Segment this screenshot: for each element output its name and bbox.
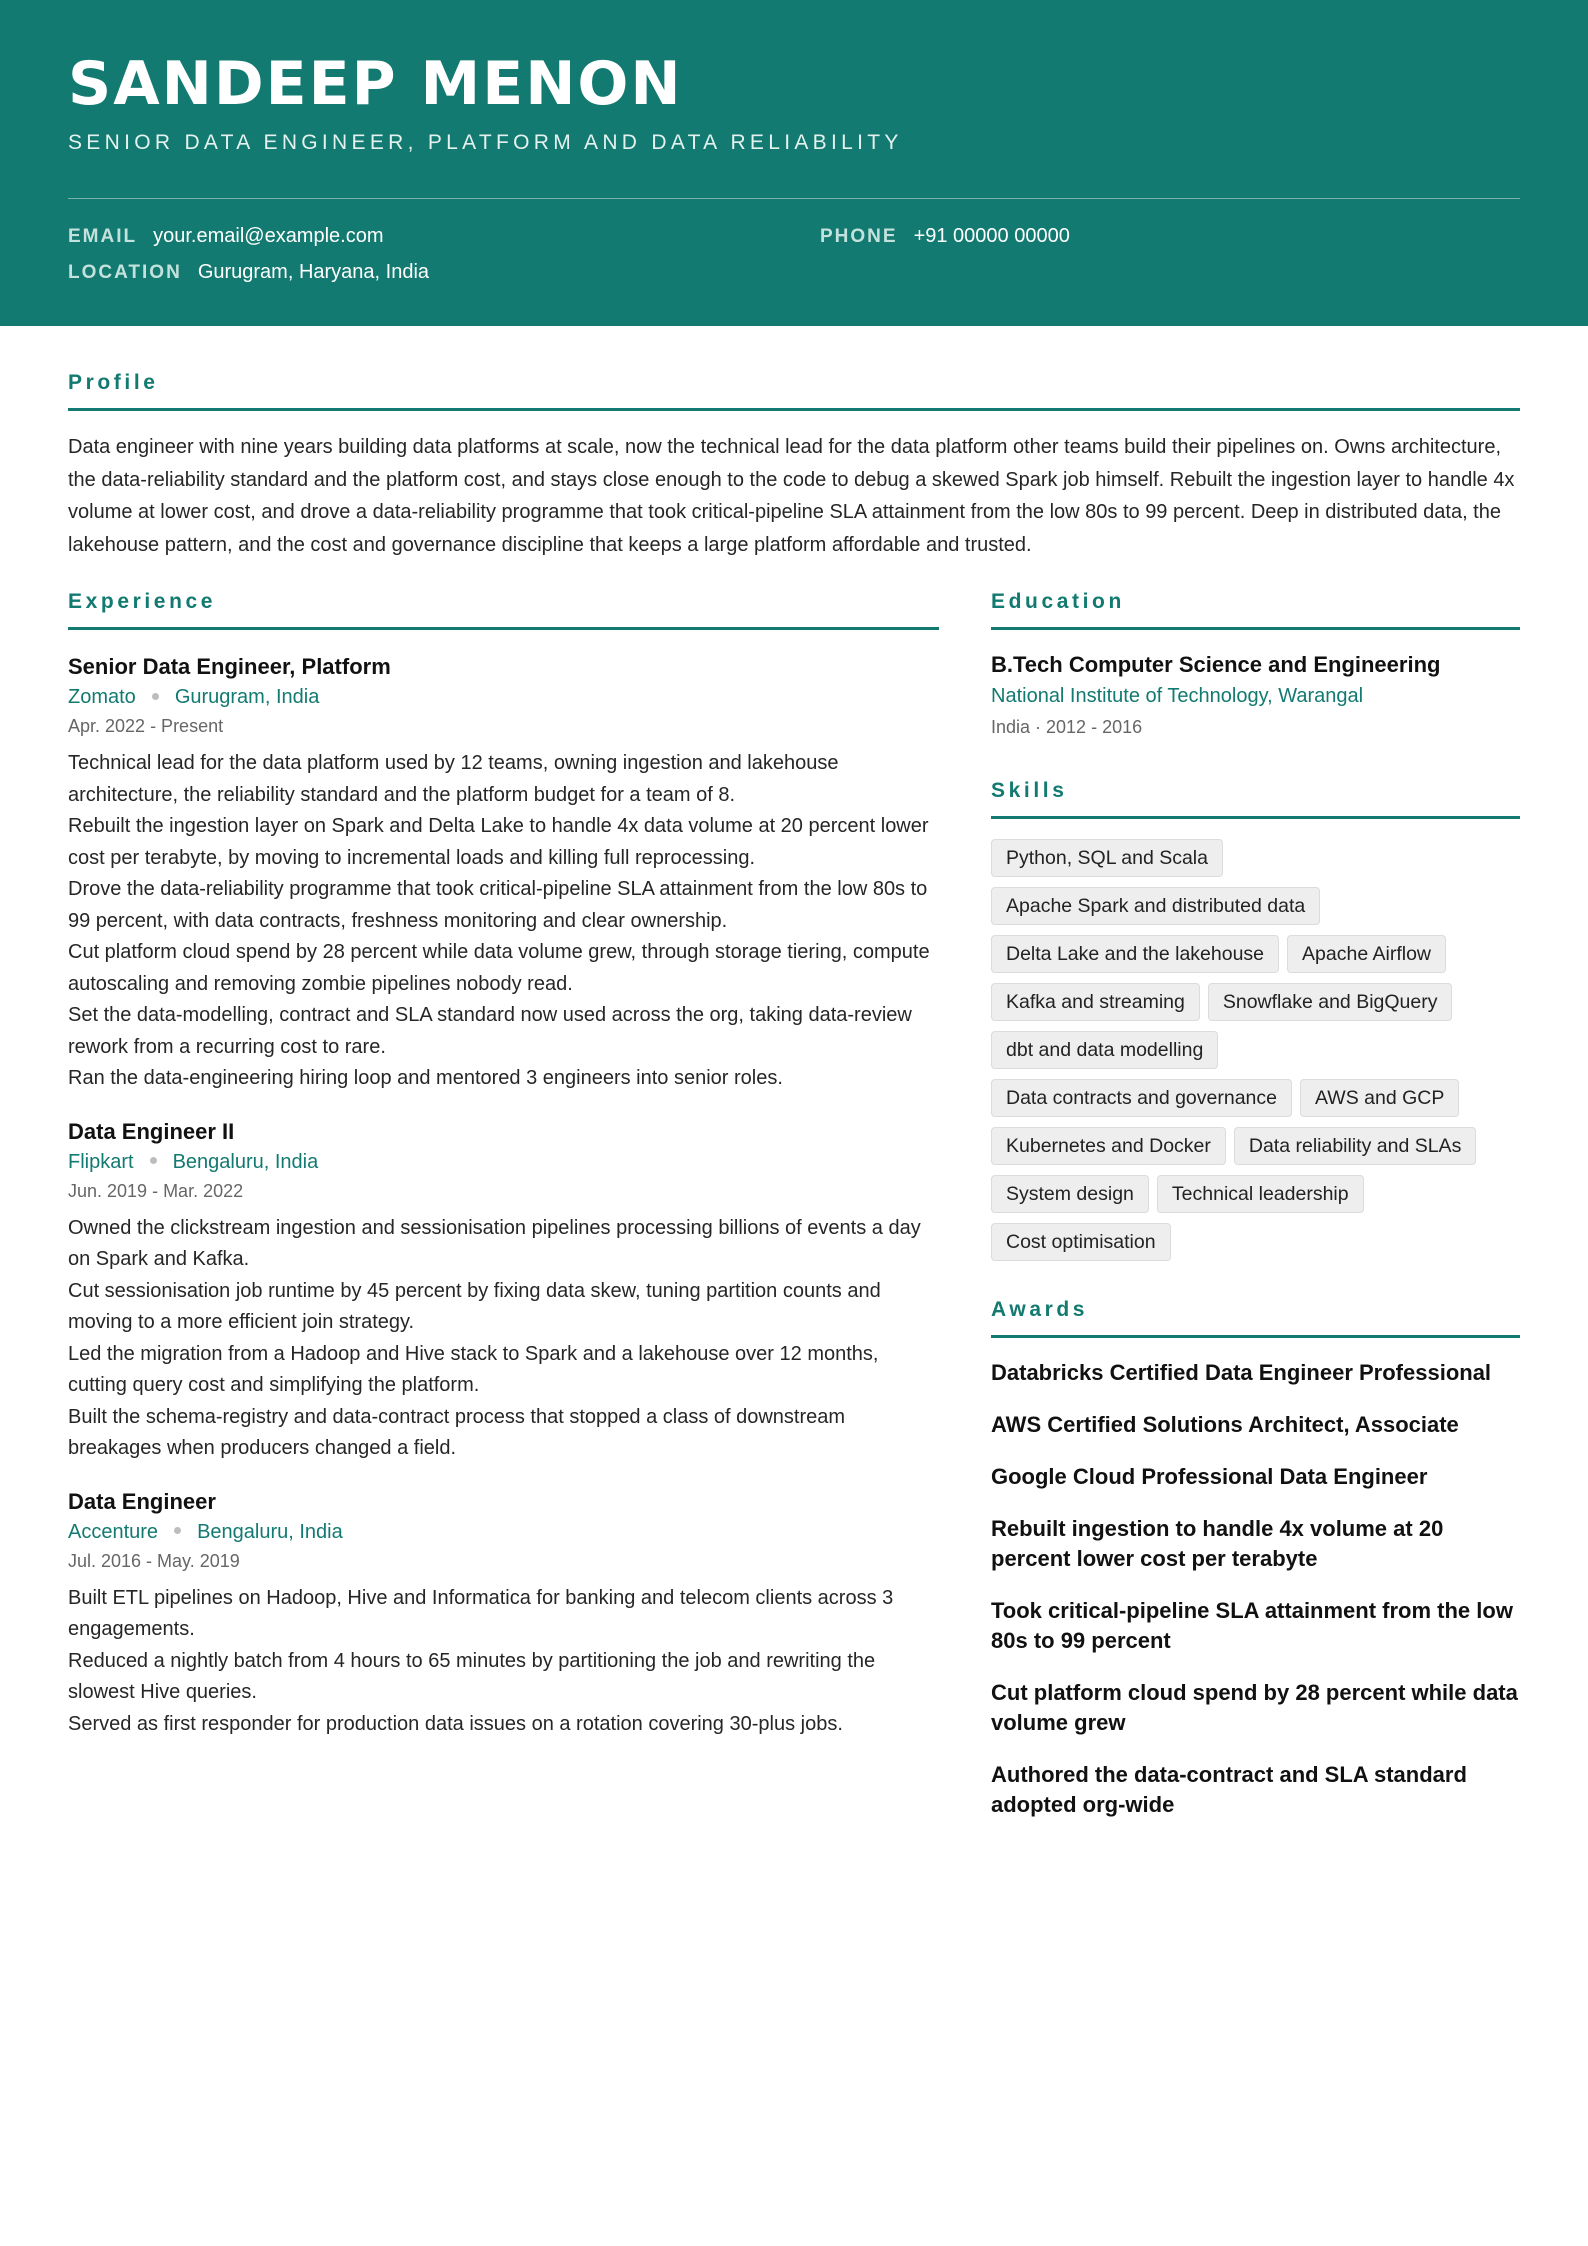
skill-chip: Python, SQL and Scala — [991, 839, 1223, 877]
job-meta — [68, 682, 939, 712]
job-bullet: Built ETL pipelines on Hadoop, Hive and Informatica for banking and telecom clients across 3 engagements. — [68, 1586, 894, 1641]
profile-section — [68, 370, 1520, 561]
profile-summary: Data engineer with nine years building data platforms at scale, now the technical lead for the data platform other teams build their pipelines on. Owns architecture, the data-reliability standard and the platform cost, and stays close enough to the code to debug a skewed Spark job himself. Rebuilt the ingestion layer to handle 4x volume at lower cost, and drove a data-reliability programme that took critical-pipeline SLA attainment from the low 80s to 99 percent. Deep in distributed data, the lakehouse pattern, and the cost and governance discipline that keeps a large platform affordable and trusted. — [68, 436, 1515, 556]
separator-dot-icon — [174, 1527, 181, 1534]
candidate-title: SENIOR DATA ENGINEER, PLATFORM AND DATA RELIABILITY — [68, 131, 903, 154]
job-bullet: Drove the data-reliability programme that took critical-pipeline SLA attainment from the low 80s to 99 percent, with data contracts, freshness monitoring and clear ownership. — [68, 878, 928, 932]
job-bullets — [68, 1213, 939, 1465]
skill-chip: Data reliability and SLAs — [1234, 1127, 1476, 1165]
job-location: Bengaluru, India — [172, 1150, 319, 1173]
job-company: Zomato — [68, 686, 136, 709]
resume-header — [0, 0, 1588, 326]
skills-heading: Skills — [991, 778, 1520, 819]
separator-dot-icon — [150, 1157, 157, 1164]
location-label: LOCATION — [68, 262, 182, 283]
contact-info — [68, 223, 1520, 303]
resume-body — [0, 326, 1588, 1842]
job-dates: Apr. 2022 - Present — [68, 716, 224, 737]
job-entry — [68, 1487, 939, 1741]
job-bullets — [68, 748, 939, 1095]
job-bullet: Set the data-modelling, contract and SLA standard now used across the org, taking data-review rework from a recurring cost to rare. — [68, 1004, 912, 1058]
experience-section — [68, 589, 939, 1740]
right-column — [991, 589, 1520, 1842]
job-company: Flipkart — [68, 1150, 134, 1173]
skill-chip: Delta Lake and the lakehouse — [991, 935, 1279, 973]
header-divider — [68, 198, 1520, 199]
contact-email — [68, 223, 384, 250]
job-bullets — [68, 1583, 939, 1741]
job-meta — [68, 1517, 939, 1547]
skill-chip: Data contracts and governance — [991, 1079, 1292, 1117]
skill-chip: Technical leadership — [1157, 1175, 1364, 1213]
job-title: Data Engineer II — [68, 1118, 235, 1144]
job-title: Data Engineer — [68, 1488, 216, 1514]
education-school: National Institute of Technology, Warangal — [991, 685, 1364, 708]
award-item: Rebuilt ingestion to handle 4x volume at 20 percent lower cost per terabyte — [991, 1516, 1444, 1572]
award-item: Cut platform cloud spend by 28 percent while data volume grew — [991, 1680, 1518, 1736]
contact-location — [68, 259, 429, 286]
candidate-name: SANDEEP MENON — [68, 49, 683, 119]
skill-chip: dbt and data modelling — [991, 1031, 1218, 1069]
awards-list — [991, 1358, 1520, 1820]
skill-chip: Kubernetes and Docker — [991, 1127, 1226, 1165]
phone-value[interactable]: +91 00000 00000 — [913, 225, 1070, 247]
profile-heading: Profile — [68, 370, 1520, 411]
job-bullet: Built the schema-registry and data-contract process that stopped a class of downstream breakages when producers changed a field. — [68, 1405, 846, 1460]
experience-heading: Experience — [68, 589, 939, 630]
job-bullet: Served as first responder for production data issues on a rotation covering 30-plus jobs. — [68, 1712, 843, 1735]
education-degree: B.Tech Computer Science and Engineering — [991, 652, 1441, 678]
job-bullet: Owned the clickstream ingestion and sessionisation pipelines processing billions of events a day on Spark and Kafka. — [68, 1216, 921, 1271]
skills-list — [991, 839, 1520, 1261]
contact-phone — [820, 223, 1070, 250]
job-bullet: Led the migration from a Hadoop and Hive stack to Spark and a lakehouse over 12 months, cutting query cost and simplifying the platform. — [68, 1342, 879, 1397]
email-label: EMAIL — [68, 226, 138, 247]
education-section — [991, 589, 1520, 742]
education-heading: Education — [991, 589, 1520, 630]
job-bullet: Rebuilt the ingestion layer on Spark and Delta Lake to handle 4x data volume at 20 percent lower cost per terabyte, by moving to incremental loads and killing full reprocessing. — [68, 815, 929, 869]
left-column — [68, 589, 939, 1842]
location-value: Gurugram, Haryana, India — [197, 261, 430, 283]
job-bullet: Cut platform cloud spend by 28 percent while data volume grew, through storage tiering, compute autoscaling and removing zombie pipelines nobody read. — [68, 941, 930, 995]
job-entry — [68, 1117, 939, 1465]
email-value[interactable]: your.email@example.com — [153, 225, 384, 247]
awards-section — [991, 1297, 1520, 1820]
awards-heading: Awards — [991, 1297, 1520, 1338]
job-company: Accenture — [68, 1520, 159, 1543]
award-item: AWS Certified Solutions Architect, Associate — [991, 1412, 1459, 1438]
separator-dot-icon — [152, 693, 159, 700]
award-item: Took critical-pipeline SLA attainment from the low 80s to 99 percent — [991, 1598, 1513, 1654]
job-bullet: Cut sessionisation job runtime by 45 percent by fixing data skew, tuning partition counts and moving to a more efficient join strategy. — [68, 1279, 881, 1334]
skill-chip: AWS and GCP — [1300, 1079, 1459, 1117]
skill-chip: Apache Spark and distributed data — [991, 887, 1320, 925]
skill-chip: Kafka and streaming — [991, 983, 1200, 1021]
job-dates: Jun. 2019 - Mar. 2022 — [68, 1180, 244, 1201]
job-bullet: Reduced a nightly batch from 4 hours to 65 minutes by partitioning the job and rewriting the slowest Hive queries. — [68, 1649, 876, 1704]
skill-chip: Cost optimisation — [991, 1223, 1171, 1261]
job-location: Bengaluru, India — [197, 1520, 343, 1543]
job-bullet: Ran the data-engineering hiring loop and mentored 3 engineers into senior roles. — [68, 1067, 783, 1090]
skills-section — [991, 778, 1520, 1261]
job-dates: Jul. 2016 - May. 2019 — [68, 1550, 240, 1571]
job-bullet: Technical lead for the data platform used by 12 teams, owning ingestion and lakehouse architecture, the reliability standard and the platform budget for a team of 8. — [68, 752, 839, 806]
phone-label: PHONE — [820, 226, 898, 247]
job-meta — [68, 1147, 939, 1177]
education-meta: India · 2012 - 2016 — [991, 717, 1143, 738]
award-item: Google Cloud Professional Data Engineer — [991, 1464, 1428, 1490]
skill-chip: System design — [991, 1175, 1149, 1213]
award-item: Authored the data-contract and SLA standard adopted org-wide — [991, 1762, 1467, 1818]
skill-chip: Snowflake and BigQuery — [1208, 983, 1453, 1021]
job-title: Senior Data Engineer, Platform — [68, 654, 391, 680]
skill-chip: Apache Airflow — [1287, 935, 1446, 973]
award-item: Databricks Certified Data Engineer Professional — [991, 1360, 1492, 1386]
job-entry — [68, 652, 939, 1095]
job-location: Gurugram, India — [174, 686, 320, 709]
